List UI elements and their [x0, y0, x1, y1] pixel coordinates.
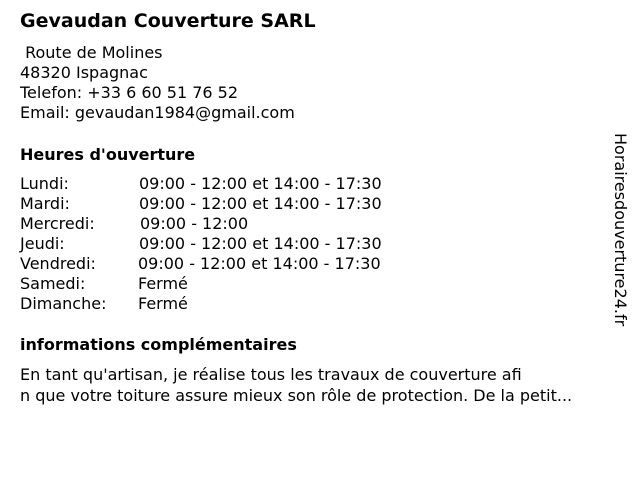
email-address: Email: gevaudan1984@gmail.com — [20, 103, 295, 122]
additional-info-text — [20, 364, 628, 406]
business-name: Gevaudan Couverture SARL — [20, 10, 316, 32]
time-value: 09:00 - 12:00 et 14:00 - 17:30 — [139, 234, 382, 253]
day-label: Jeudi: — [20, 234, 65, 253]
city-address: 48320 Ispagnac — [20, 63, 148, 82]
day-label: Vendredi: — [20, 254, 96, 273]
additional-info-heading: informations complémentaires — [20, 335, 297, 354]
time-value: Fermé — [138, 274, 188, 293]
day-label: Dimanche: — [20, 294, 107, 313]
info-line: n que votre toiture assure mieux son rôle de protection. De la petit... — [20, 386, 573, 405]
info-line: En tant qu'artisan, je réalise tous les travaux de couverture afi — [20, 365, 522, 384]
day-label: Mardi: — [20, 194, 70, 213]
day-label: Mercredi: — [20, 214, 95, 233]
site-watermark: Horairesdouverture24.fr — [611, 133, 630, 327]
contact-block — [20, 43, 295, 123]
street-address: Route de Molines — [20, 43, 163, 62]
time-value: 09:00 - 12:00 — [140, 214, 249, 233]
time-value: Fermé — [138, 294, 188, 313]
day-label: Lundi: — [20, 174, 69, 193]
phone-number: Telefon: +33 6 60 51 76 52 — [20, 83, 239, 102]
day-label: Samedi: — [20, 274, 86, 293]
time-value: 09:00 - 12:00 et 14:00 - 17:30 — [138, 254, 381, 273]
time-value: 09:00 - 12:00 et 14:00 - 17:30 — [139, 194, 382, 213]
opening-hours-heading: Heures d'ouverture — [20, 145, 196, 164]
time-value: 09:00 - 12:00 et 14:00 - 17:30 — [139, 174, 382, 193]
